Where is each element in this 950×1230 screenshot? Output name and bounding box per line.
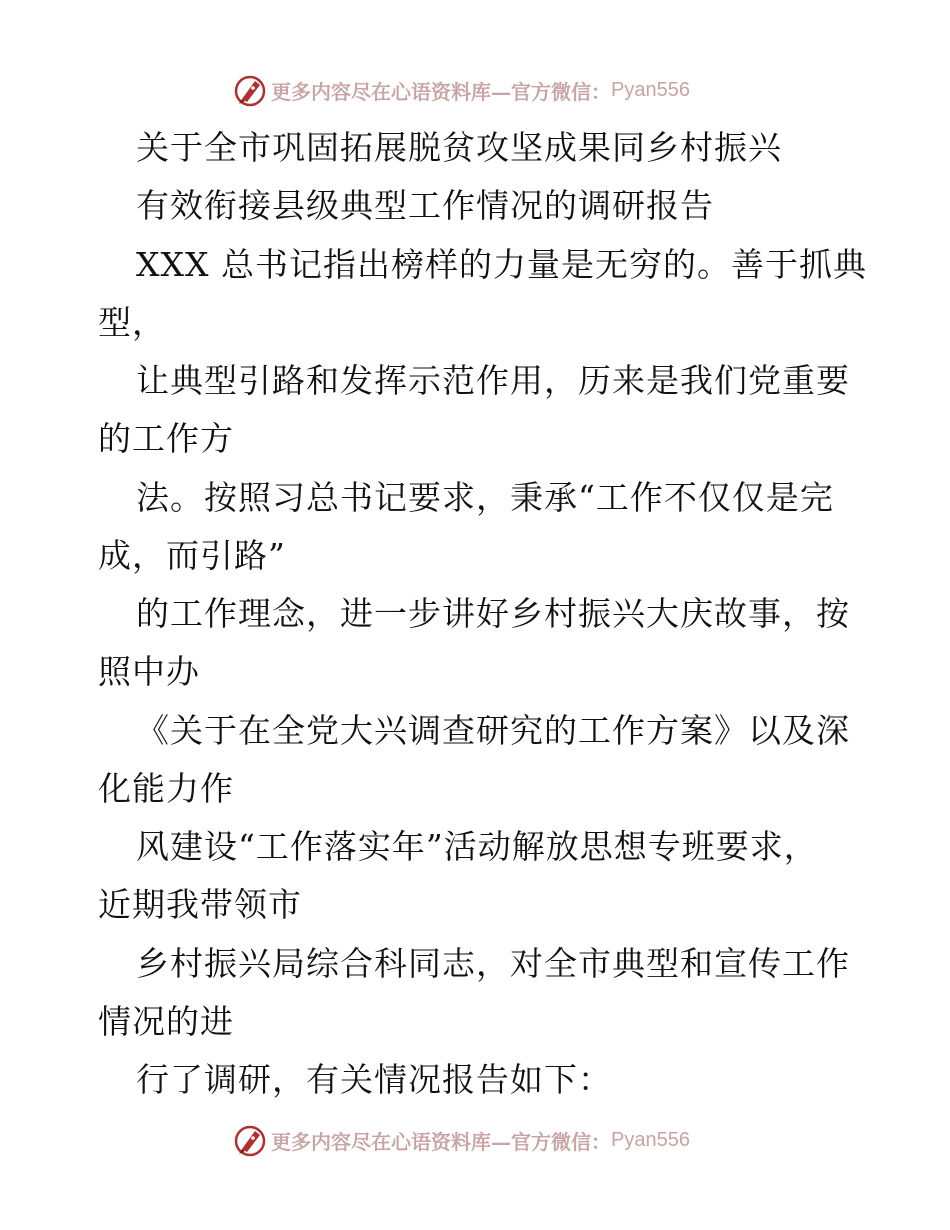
paragraph-line: 近期我带领市 bbox=[98, 885, 302, 924]
paragraph-line: 化能力作 bbox=[98, 769, 234, 808]
paragraph-line: 《关于在全党大兴调查研究的工作方案》以及深 bbox=[136, 711, 850, 750]
paragraph-line: 成，而引路” bbox=[98, 536, 286, 575]
paragraph-line: 让典型引路和发挥示范作用，历来是我们党重要 bbox=[136, 361, 850, 400]
pen-nib-logo-icon bbox=[233, 1123, 267, 1157]
banner-text: 更多内容尽在心语资料库—官方微信： bbox=[271, 79, 611, 104]
paragraph-line: 照中办 bbox=[98, 652, 200, 691]
banner-wechat-id: Pyan556 bbox=[611, 78, 690, 101]
paragraph-line: XXX 总书记指出榜样的力量是无穷的。善于抓典 bbox=[136, 245, 867, 284]
paragraph-line: 型， bbox=[98, 303, 166, 342]
paragraph-line: 行了调研，有关情况报告如下： bbox=[136, 1060, 612, 1099]
paragraph-line: 风建设“工作落实年”活动解放思想专班要求， bbox=[136, 827, 818, 866]
paragraph-line: 法。按照习总书记要求，秉承“工作不仅仅是完 bbox=[136, 478, 834, 517]
document-title-line-2: 有效衔接县级典型工作情况的调研报告 bbox=[136, 186, 714, 225]
banner-wechat-id: Pyan556 bbox=[611, 1128, 690, 1151]
paragraph-line: 乡村振兴局综合科同志，对全市典型和宣传工作 bbox=[136, 944, 850, 983]
paragraph-line: 的工作方 bbox=[98, 419, 234, 458]
banner-text: 更多内容尽在心语资料库—官方微信： bbox=[271, 1129, 611, 1154]
document-title-line-1: 关于全市巩固拓展脱贫攻坚成果同乡村振兴 bbox=[136, 128, 782, 167]
footer-watermark-banner bbox=[233, 1120, 690, 1160]
paragraph-line: 情况的进 bbox=[98, 1002, 234, 1041]
paragraph-line: 的工作理念，进一步讲好乡村振兴大庆故事，按 bbox=[136, 594, 850, 633]
